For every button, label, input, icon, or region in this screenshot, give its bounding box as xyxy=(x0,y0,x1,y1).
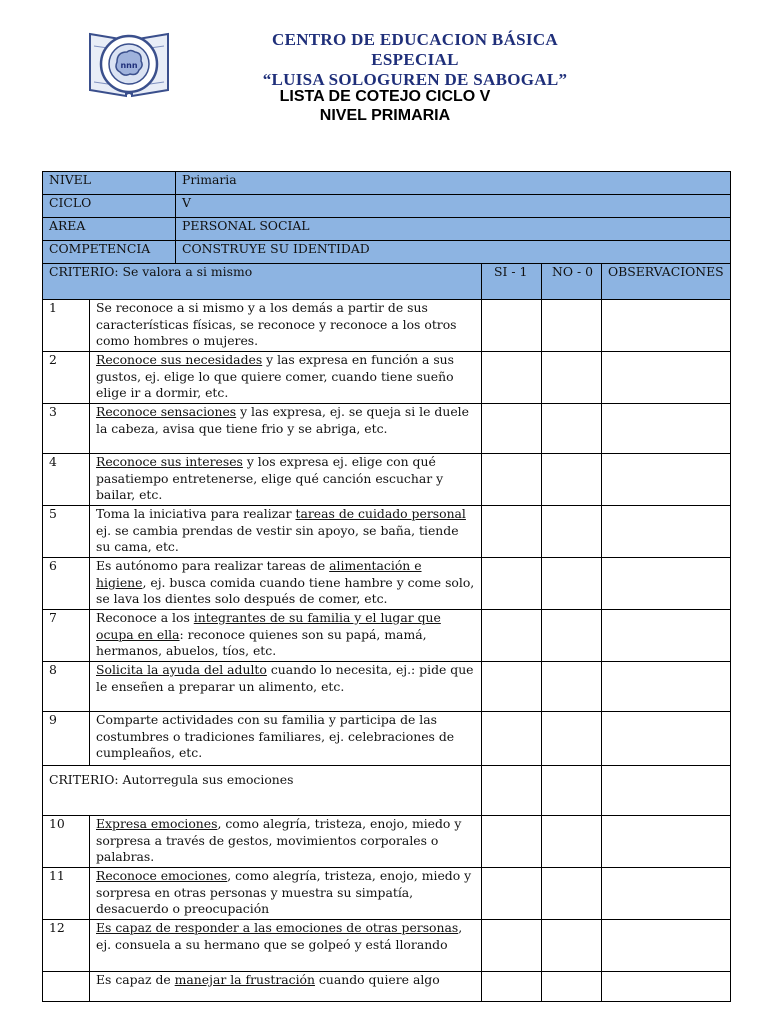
item-number: 8 xyxy=(43,662,90,712)
si-cell[interactable] xyxy=(482,712,542,766)
no-cell[interactable] xyxy=(542,300,602,352)
si-cell[interactable] xyxy=(482,506,542,558)
item-text: , como alegría, tristeza, enojo, miedo y sorpresa en otras personas y muestra su simpatía, desacuerdo o preocupación xyxy=(96,868,472,916)
observation-cell[interactable] xyxy=(602,506,731,558)
item-number: 7 xyxy=(43,610,90,662)
info-label: CICLO xyxy=(43,195,176,218)
observation-cell[interactable] xyxy=(602,920,731,972)
criterion-title: CRITERIO: Autorregula sus emociones xyxy=(43,766,482,816)
checklist-item-row xyxy=(43,300,731,352)
item-number: 12 xyxy=(43,920,90,972)
no-cell[interactable] xyxy=(542,920,602,972)
school-name-line1: CENTRO DE EDUCACION BÁSICA xyxy=(272,30,558,49)
si-cell[interactable] xyxy=(482,662,542,712)
item-key-phrase: Es capaz de responder a las emociones de otras personas xyxy=(96,920,459,935)
checklist-body xyxy=(43,172,731,1002)
item-text: Comparte actividades con su familia y participa de las costumbres o tradiciones familiares, ej. celebraciones de cumpleaños, etc. xyxy=(96,712,455,760)
info-label: COMPETENCIA xyxy=(43,241,176,264)
item-description xyxy=(90,816,482,868)
checklist-item-row xyxy=(43,454,731,506)
no-cell[interactable] xyxy=(542,766,602,816)
school-logo-icon xyxy=(86,24,172,100)
item-text: cuando quiere algo xyxy=(314,972,440,987)
school-name-line2: ESPECIAL xyxy=(371,50,459,69)
criterion-title: CRITERIO: Se valora a si mismo xyxy=(43,264,482,300)
item-key-phrase: Solicita la ayuda del adulto xyxy=(96,662,267,677)
info-row-nivel xyxy=(43,172,731,195)
item-text: Reconoce a los xyxy=(96,610,194,625)
item-key-phrase: alimentación e higiene xyxy=(96,558,422,590)
item-key-phrase: manejar la frustración xyxy=(174,972,315,987)
si-cell[interactable] xyxy=(482,558,542,610)
item-number: 6 xyxy=(43,558,90,610)
observation-cell[interactable] xyxy=(602,454,731,506)
checklist-item-row xyxy=(43,558,731,610)
observation-cell[interactable] xyxy=(602,816,731,868)
item-number: 4 xyxy=(43,454,90,506)
observation-cell[interactable] xyxy=(602,766,731,816)
item-number xyxy=(43,972,90,1002)
item-description xyxy=(90,610,482,662)
document-title-line2: NIVEL PRIMARIA xyxy=(319,107,451,124)
observation-cell[interactable] xyxy=(602,558,731,610)
checklist-item-row xyxy=(43,662,731,712)
observation-cell[interactable] xyxy=(602,712,731,766)
item-number: 3 xyxy=(43,404,90,454)
si-cell[interactable] xyxy=(482,352,542,404)
criterion-header-row xyxy=(43,264,731,300)
checklist-item-row xyxy=(43,972,731,1002)
item-text: ej. se cambia prendas de vestir sin apoyo, se baña, tiende su cama, etc. xyxy=(96,522,459,554)
observation-cell[interactable] xyxy=(602,404,731,454)
column-si: SI - 1 xyxy=(482,264,542,300)
checklist-item-row xyxy=(43,816,731,868)
info-label: NIVEL xyxy=(43,172,176,195)
item-text: , ej. consuela a su hermano que se golpeó y está llorando xyxy=(96,920,463,952)
info-value: PERSONAL SOCIAL xyxy=(176,218,731,241)
checklist-item-row xyxy=(43,920,731,972)
item-description xyxy=(90,662,482,712)
item-key-phrase: Reconoce sensaciones xyxy=(96,404,237,419)
item-description xyxy=(90,712,482,766)
item-number: 9 xyxy=(43,712,90,766)
checklist-item-row xyxy=(43,868,731,920)
si-cell[interactable] xyxy=(482,816,542,868)
item-number: 2 xyxy=(43,352,90,404)
school-name-line3: “LUISA SOLOGUREN DE SABOGAL” xyxy=(262,70,568,89)
si-cell[interactable] xyxy=(482,766,542,816)
item-key-phrase: integrantes de su familia y el lugar que ocupa en ella xyxy=(96,610,441,642)
item-text: Es autónomo para realizar tareas de xyxy=(96,558,330,573)
checklist-table xyxy=(42,171,731,1002)
column-no: NO - 0 xyxy=(542,264,602,300)
observation-cell[interactable] xyxy=(602,972,731,1002)
no-cell[interactable] xyxy=(542,610,602,662)
item-description xyxy=(90,972,482,1002)
observation-cell[interactable] xyxy=(602,610,731,662)
document-title-line1: LISTA DE COTEJO CICLO V xyxy=(279,88,491,105)
item-text: y las expresa en función a sus gustos, ej. elige lo que quiere comer, cuando tiene sueño elige ir a dormir, etc. xyxy=(96,352,455,400)
item-description xyxy=(90,920,482,972)
item-key-phrase: Reconoce sus intereses xyxy=(96,454,243,469)
item-description xyxy=(90,352,482,404)
item-key-phrase: tareas de cuidado personal xyxy=(295,506,466,521)
no-cell[interactable] xyxy=(542,712,602,766)
observation-cell[interactable] xyxy=(602,662,731,712)
checklist-item-row xyxy=(43,404,731,454)
si-cell[interactable] xyxy=(482,454,542,506)
column-observaciones: OBSERVACIONES xyxy=(602,264,731,300)
checklist-item-row xyxy=(43,506,731,558)
si-cell[interactable] xyxy=(482,868,542,920)
si-cell[interactable] xyxy=(482,610,542,662)
item-key-phrase: Reconoce sus necesidades xyxy=(96,352,263,367)
observation-cell[interactable] xyxy=(602,868,731,920)
no-cell[interactable] xyxy=(542,352,602,404)
no-cell[interactable] xyxy=(542,558,602,610)
si-cell[interactable] xyxy=(482,300,542,352)
item-description xyxy=(90,868,482,920)
info-row-ciclo xyxy=(43,195,731,218)
no-cell[interactable] xyxy=(542,972,602,1002)
item-text: cuando lo necesita, ej.: pide que le enseñen a preparar un alimento, etc. xyxy=(96,662,474,694)
info-label: AREA xyxy=(43,218,176,241)
item-text: , como alegría, tristeza, enojo, miedo y sorpresa a través de gestos, movimientos corporales o palabras. xyxy=(96,816,462,864)
info-value: V xyxy=(176,195,731,218)
checklist-item-row xyxy=(43,610,731,662)
school-name xyxy=(200,30,630,90)
item-text: : reconoce quienes son su papá, mamá, hermanos, abuelos, tíos, etc. xyxy=(96,626,427,658)
item-text: Se reconoce a si mismo y a los demás a partir de sus características físicas, se reconoce y reconoce a los otros como hombres o mujeres. xyxy=(96,300,457,348)
si-cell[interactable] xyxy=(482,920,542,972)
item-key-phrase: Expresa emociones xyxy=(96,816,218,831)
item-key-phrase: Reconoce emociones xyxy=(96,868,228,883)
item-description xyxy=(90,300,482,352)
no-cell[interactable] xyxy=(542,816,602,868)
criterion-row xyxy=(43,766,731,816)
si-cell[interactable] xyxy=(482,972,542,1002)
info-value: Primaria xyxy=(176,172,731,195)
svg-text:nnn: nnn xyxy=(120,61,138,70)
item-number: 1 xyxy=(43,300,90,352)
no-cell[interactable] xyxy=(542,404,602,454)
checklist-item-row xyxy=(43,352,731,404)
observation-cell[interactable] xyxy=(602,300,731,352)
item-number: 11 xyxy=(43,868,90,920)
no-cell[interactable] xyxy=(542,662,602,712)
document-title xyxy=(200,87,570,125)
info-row-area xyxy=(43,218,731,241)
item-number: 10 xyxy=(43,816,90,868)
no-cell[interactable] xyxy=(542,868,602,920)
item-text: y los expresa ej. elige con qué pasatiempo entretenerse, elige qué canción escuchar y bailar, etc. xyxy=(96,454,444,502)
item-text: Es capaz de xyxy=(96,972,175,987)
info-value: CONSTRUYE SU IDENTIDAD xyxy=(176,241,731,264)
si-cell[interactable] xyxy=(482,404,542,454)
info-row-competencia xyxy=(43,241,731,264)
item-description xyxy=(90,404,482,454)
checklist-item-row xyxy=(43,712,731,766)
observation-cell[interactable] xyxy=(602,352,731,404)
item-description xyxy=(90,454,482,506)
item-description xyxy=(90,506,482,558)
item-text: y las expresa, ej. se queja si le duele la cabeza, avisa que tiene frio y se abriga, etc. xyxy=(96,404,469,436)
item-text: Toma la iniciativa para realizar xyxy=(96,506,296,521)
item-number: 5 xyxy=(43,506,90,558)
no-cell[interactable] xyxy=(542,454,602,506)
item-text: , ej. busca comida cuando tiene hambre y come solo, se lava los dientes solo después de comer, etc. xyxy=(96,574,475,606)
item-description xyxy=(90,558,482,610)
no-cell[interactable] xyxy=(542,506,602,558)
